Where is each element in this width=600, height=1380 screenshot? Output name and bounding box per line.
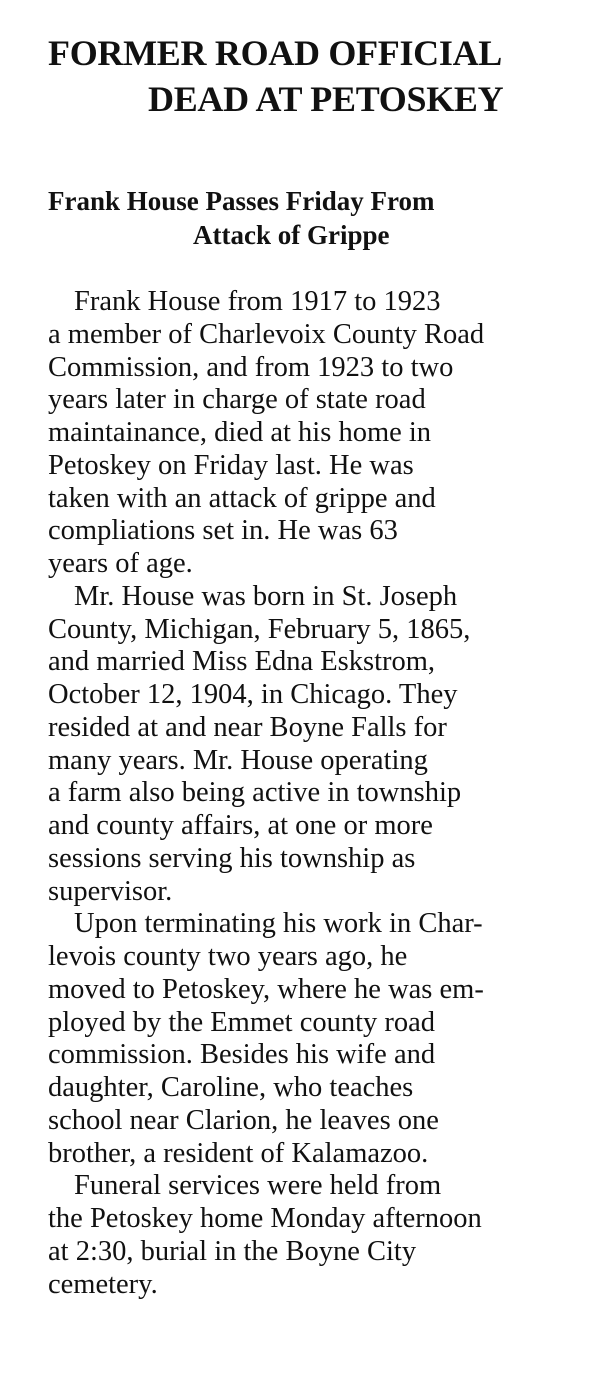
body-line: Funeral services were held from — [74, 1170, 442, 1202]
subheadline-line-2: Attack of Grippe — [193, 220, 390, 250]
body-line: cemetery. — [48, 1268, 158, 1300]
body-line: sessions serving his township as — [48, 842, 416, 874]
body-line: commission. Besides his wife and — [48, 1039, 436, 1071]
body-line: Upon terminating his work in Char- — [74, 908, 483, 940]
body-line: and county affairs, at one or more — [48, 810, 433, 841]
body-line: County, Michigan, February 5, 1865, — [48, 613, 471, 645]
body-line: many years. Mr. House operating — [48, 744, 428, 776]
body-line: taken with an attack of grippe and — [48, 482, 436, 514]
body-line: levois county two years ago, he — [48, 941, 408, 972]
subheadline — [48, 184, 568, 252]
body-line: maintainance, died at his home in — [48, 417, 432, 448]
article-body — [48, 286, 578, 1301]
body-line: supervisor. — [48, 875, 173, 907]
body-line: years of age. — [48, 548, 193, 579]
headline-line-2: DEAD AT PETOSKEY — [148, 79, 504, 119]
body-line: brother, a resident of Kalamazoo. — [48, 1137, 429, 1169]
body-line: moved to Petoskey, where he was em- — [48, 973, 484, 1005]
body-line: daughter, Caroline, who teaches — [48, 1072, 414, 1103]
headline-line-1: FORMER ROAD OFFICIAL — [48, 33, 502, 73]
body-line: years later in charge of state road — [48, 384, 426, 416]
body-line: at 2:30, burial in the Boyne City — [48, 1235, 417, 1267]
body-line: the Petoskey home Monday afternoon — [48, 1203, 482, 1234]
body-line: compliations set in. He was 63 — [48, 515, 398, 547]
subheadline-line-1: Frank House Passes Friday From — [48, 186, 435, 216]
body-line: school near Clarion, he leaves one — [48, 1104, 439, 1136]
body-line: Petoskey on Friday last. He was — [48, 449, 414, 481]
body-line: Commission, and from 1923 to two — [48, 351, 454, 383]
body-line: Frank House from 1917 to 1923 — [74, 286, 441, 317]
body-line: October 12, 1904, in Chicago. They — [48, 679, 458, 710]
body-line: Mr. House was born in St. Joseph — [74, 580, 458, 612]
body-line: a farm also being active in township — [48, 777, 462, 809]
body-line: and married Miss Edna Eskstrom, — [48, 646, 436, 678]
body-line: a member of Charlevoix County Road — [48, 318, 485, 350]
headline — [48, 30, 568, 122]
body-line: resided at and near Boyne Falls for — [48, 711, 447, 743]
body-line: ployed by the Emmet county road — [48, 1006, 436, 1038]
